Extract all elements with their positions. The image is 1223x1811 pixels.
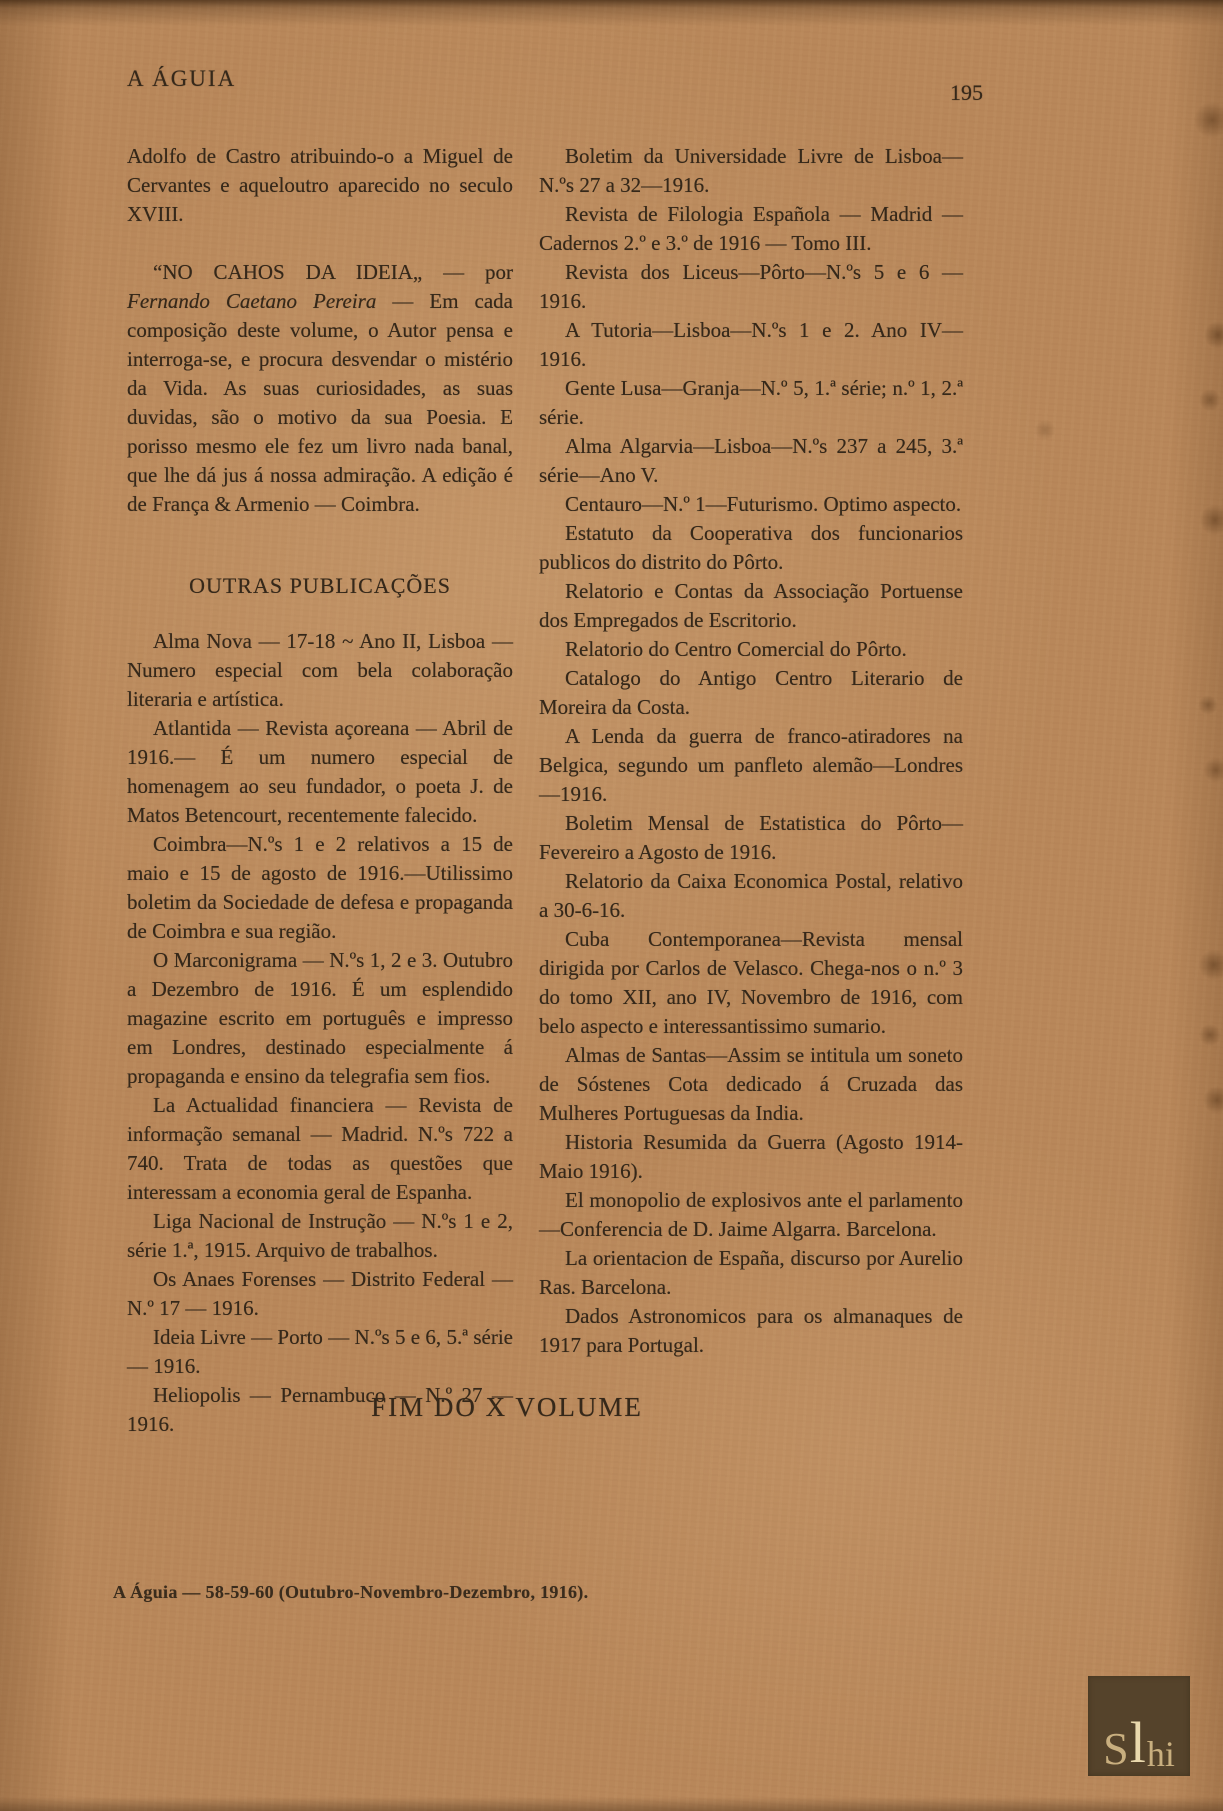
publication-entry: La orientacion de España, discurso por Aurelio Ras. Barcelona. [539, 1246, 963, 1299]
publication-entry: Ideia Livre — Porto — N.ºs 5 e 6, 5.ª série — 1916. [127, 1325, 513, 1378]
publication-entry: Relatorio e Contas da Associação Portuense dos Empregados de Escritorio. [539, 579, 963, 632]
page-header [127, 66, 1011, 106]
publication-entry: Revista dos Liceus—Pôrto—N.ºs 5 e 6 —1916. [539, 260, 963, 313]
publication-entry: La Actualidad financiera — Revista de informação semanal — Madrid. N.ºs 722 a 740. Trata de todas as questões que interessam a economia geral de Espanha. [127, 1093, 513, 1204]
publication-entry: Almas de Santas—Assim se intitula um soneto de Sóstenes Cota dedicado á Cruzada das Mulheres Portuguesas da India. [539, 1043, 963, 1125]
review-lead: “NO CAHOS DA IDEIA„ — por [153, 260, 513, 284]
publication-entry: Atlantida — Revista açoreana — Abril de 1916.— É um numero especial de homenagem ao seu fundador, o poeta J. de Matos Betencourt, recentemente falecido. [127, 716, 513, 827]
text-columns [127, 142, 963, 1439]
publication-entry: Alma Algarvia—Lisboa—N.ºs 237 a 245, 3.ª série—Ano V. [539, 434, 963, 487]
page-number: 195 [950, 80, 983, 105]
publication-entry: Alma Nova — 17-18 ~ Ano II, Lisboa — Numero especial com bela colaboração literaria e artística. [127, 629, 513, 711]
right-column [539, 142, 963, 1439]
publication-entry: Boletim Mensal de Estatistica do Pôrto—Fevereiro a Agosto de 1916. [539, 811, 963, 864]
publication-entry: Revista de Filologia Española — Madrid — Cadernos 2.º e 3.º de 1916 — Tomo III. [539, 202, 963, 255]
publication-entry: Liga Nacional de Instrução — N.ºs 1 e 2, série 1.ª, 1915. Arquivo de trabalhos. [127, 1209, 513, 1262]
publication-entry: A Lenda da guerra de franco-atiradores na Belgica, segundo um panfleto alemão—Londres—1916. [539, 724, 963, 806]
logo-letter-l: l [1129, 1710, 1146, 1775]
publication-entry: Centauro—N.º 1—Futurismo. Optimo aspecto. [565, 492, 962, 516]
publication-entry: Os Anaes Forenses — Distrito Federal — N.º 17 — 1916. [127, 1267, 513, 1320]
publication-entry: A Tutoria—Lisboa—N.ºs 1 e 2. Ano IV—1916. [539, 318, 963, 371]
issue-footer-line: A Águia — 58-59-60 (Outubro-Novembro-Dezembro, 1916). [113, 1582, 589, 1602]
section-heading: OUTRAS PUBLICAÇÕES [189, 573, 451, 598]
publication-entry: Estatuto da Cooperativa dos funcionarios publicos do distrito do Pôrto. [539, 521, 963, 574]
review-paragraph [127, 258, 513, 519]
volume-end-title: FIM DO X VOLUME [371, 1392, 643, 1422]
review-author: Fernando Caetano Pereira [127, 289, 377, 313]
publication-entry: Relatorio da Caixa Economica Postal, relativo a 30-6-16. [539, 869, 963, 922]
publication-entry: O Marconigrama — N.ºs 1, 2 e 3. Outubro a Dezembro de 1916. É um esplendido magazine escrito em português e impresso em Londres, destinado especialmente á propaganda e ensino da telegrafia sem fios. [127, 948, 513, 1088]
slhi-logo [1088, 1676, 1190, 1776]
paragraph: Adolfo de Castro atribuindo-o a Miguel de Cervantes e aqueloutro aparecido no seculo XVIII. [127, 144, 513, 226]
publication-entry: Catalogo do Antigo Centro Literario de Moreira da Costa. [539, 666, 963, 719]
publication-entry: Relatorio do Centro Comercial do Pôrto. [565, 637, 907, 661]
logo-letters-hi: hi [1146, 1734, 1175, 1774]
publication-entry: Coimbra—N.ºs 1 e 2 relativos a 15 de maio e 15 de agosto de 1916.—Utilissimo boletim da Sociedade de defesa e propaganda de Coimbra e sua região. [127, 832, 513, 943]
publication-entry: Dados Astronomicos para os almanaques de 1917 para Portugal. [539, 1304, 963, 1357]
publication-entry: El monopolio de explosivos ante el parlamento—Conferencia de D. Jaime Algarra. Barcelona. [539, 1188, 963, 1241]
publication-entry: Heliopolis — Pernambuco — N.º 27 — 1916. [127, 1383, 513, 1436]
journal-title: A ÁGUIA [127, 66, 237, 91]
publication-entry: Boletim da Universidade Livre de Lisboa—N.ºs 27 a 32—1916. [539, 144, 963, 197]
logo-letter-s: S [1103, 1723, 1129, 1774]
publication-entry: Cuba Contemporanea—Revista mensal dirigida por Carlos de Velasco. Chega-nos o n.º 3 do tomo XII, ano IV, Novembro de 1916, com belo aspecto e interessantissimo sumario. [539, 927, 963, 1038]
left-column [127, 142, 513, 1439]
publication-entry: Gente Lusa—Granja—N.º 5, 1.ª série; n.º 1, 2.ª série. [539, 376, 963, 429]
publication-entry: Historia Resumida da Guerra (Agosto 1914-Maio 1916). [539, 1130, 963, 1183]
review-body: — Em cada composição deste volume, o Autor pensa e interroga-se, e procura desvendar o mistério da Vida. As suas curiosidades, as suas duvidas, são o motivo da sua Poesia. E porisso mesmo ele fez um livro nada banal, que lhe dá jus á nossa admiração. A edição é de França & Armenio — Coimbra. [127, 289, 513, 516]
